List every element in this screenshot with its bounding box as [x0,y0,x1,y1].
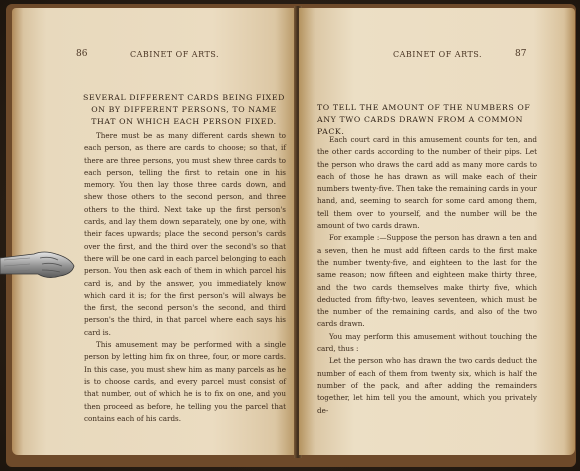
right-running-head: CABINET OF ARTS. [393,50,483,59]
left-page-number: 86 [76,49,88,59]
left-running-head: CABINET OF ARTS. [130,50,220,59]
right-body-text [317,134,537,417]
left-paragraph-1: There must be as many different cards shewn to each person, as there are cards to choose; so that, if there are three persons, you must shew three cards to each person, telling the first to retain one in his memory. You then lay those three cards down, and shew those others to the second person, and three others to the third. Next take up the first person's cards, and lay them down separately, one by one, with their faces upwards; place the second person's cards over the first, and the third over the second's so that there will be one card in each parcel belonging to each person. You then ask each of them in which parcel his card is, and by the answer, you immediately know which card it is; for the first person's will always be the first, the second person's the second, and third person's the third, in that parcel where each says his card is. [84,131,286,337]
right-section-title: TO TELL THE AMOUNT OF THE NUMBERS OF ANY TWO CARDS DRAWN FROM A COMMON PACK. [317,103,531,136]
right-page-number: 87 [515,49,527,59]
right-paragraph-4: Let the person who has drawn the two cards deduct the number of each of them from twenty six, which is half the number of the pack, and after adding the remainders together, let him tell you the amount, which you privately de- [317,356,537,415]
right-page [299,8,575,455]
right-paragraph-2: For example :—Suppose the person has drawn a ten and a seven, then he must add fifteen cards to the first make the number twenty-five, and eighteen to the last for the same reason; now fifteen and eighteen make thirty three, and the two cards themselves make thirty five, which deducted from fifty-two, leaves seventeen, which must be the number of the remaining cards, and also of the two cards drawn. [317,233,537,329]
left-paragraph-2: This amusement may be performed with a single person by letting him fix on three, four, or more cards. In this case, you must shew him as many parcels as he is to choose cards, and every parcel must consist of that number, out of which he is to fix on one, and you then proceed as before, he telling you the parcel that contains each of his cards. [84,340,286,423]
page-clip-icon [0,244,78,288]
left-body-text [84,130,286,425]
left-section-title: SEVERAL DIFFERENT CARDS BEING FIXED ON BY DIFFERENT PERSONS, TO NAME THAT ON WHICH EACH PERSON FIXED. [83,93,285,126]
left-page [12,8,298,455]
open-book [6,4,576,467]
right-paragraph-1: Each court card in this amusement counts for ten, and the other cards according to the number of their pips. Let the person who draws the card add as many more cards to each of those he has drawn as will make each of their numbers twenty-five. Then take the remaining cards in your hand, and, seeming to search for some card among them, tell them over to yourself, and the number will be the amount of two cards drawn. [317,135,537,231]
right-paragraph-3: You may perform this amusement without touching the card, thus : [317,331,537,354]
